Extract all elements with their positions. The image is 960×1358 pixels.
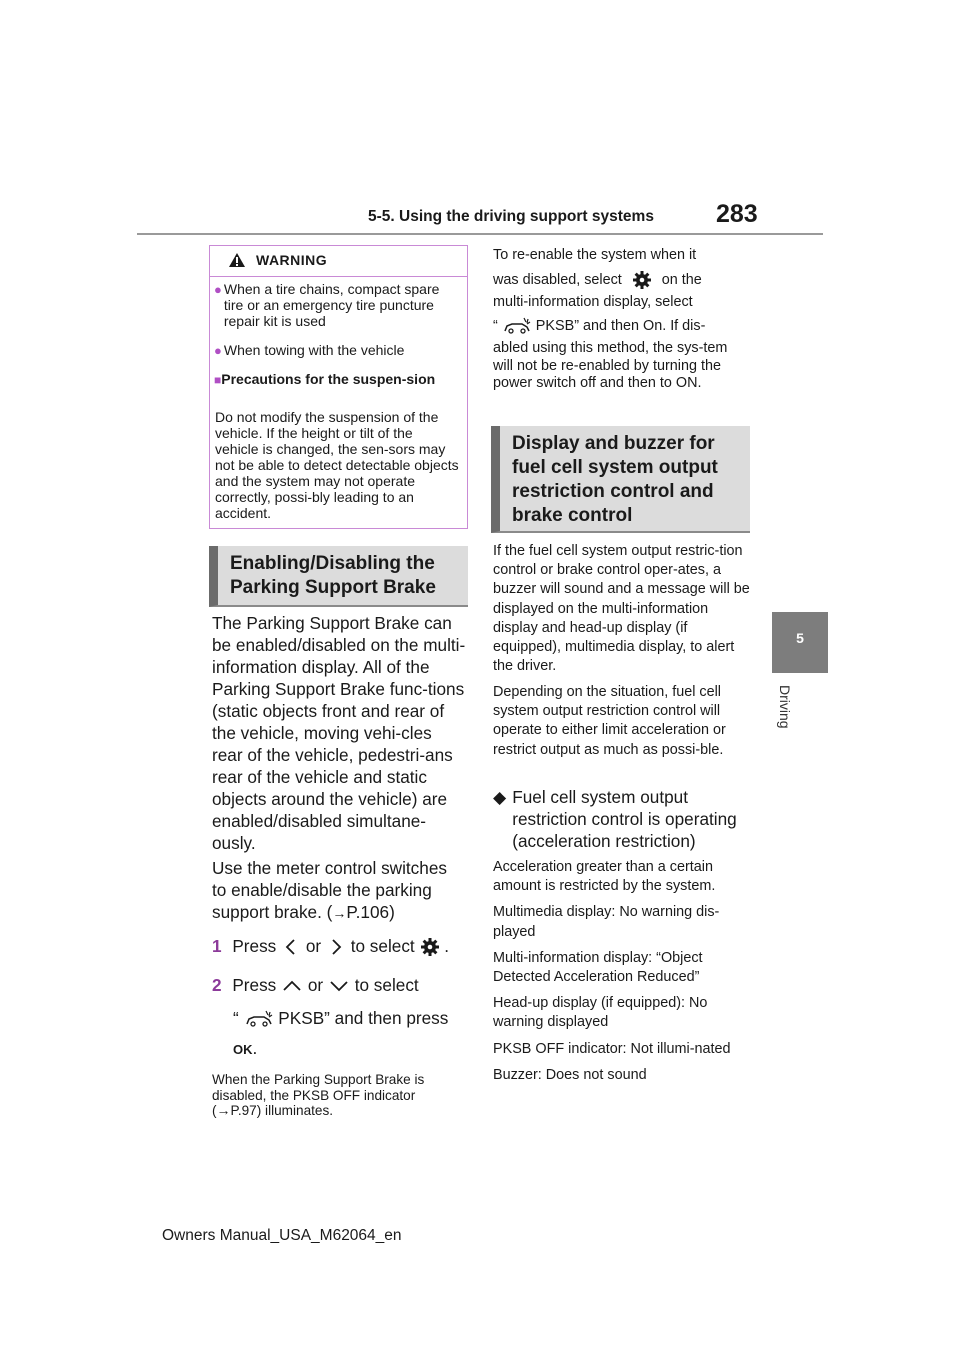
section-heading-parking-support-brake: Enabling/Disabling the Parking Support Brake bbox=[209, 546, 468, 607]
detail-line: Buzzer: Does not sound bbox=[493, 1066, 647, 1083]
chevron-up-icon bbox=[281, 978, 303, 994]
detail-line: Multimedia display: No warning dis-played bbox=[493, 904, 720, 940]
bullet-icon: ● bbox=[214, 282, 222, 297]
arrow-right-icon: → bbox=[216, 1102, 231, 1118]
warning-title: WARNING bbox=[256, 252, 328, 268]
sub-heading-acceleration-restriction: ◆ Fuel cell system output restriction control is operating (acceleration restriction) bbox=[493, 787, 737, 851]
arrow-right-icon: → bbox=[332, 905, 347, 921]
restriction-details bbox=[493, 858, 751, 1085]
reenable-paragraph: abled using this method, the sys-tem will not be re-enabled by turning the power switch off and then to ON. bbox=[493, 340, 728, 391]
ok-button-icon: OK. bbox=[233, 1038, 258, 1058]
warning-header bbox=[210, 246, 467, 277]
detail-line: PKSB OFF indicator: Not illumi-nated bbox=[493, 1040, 731, 1057]
reenable-line-4: “ PKSB” and then On. If dis- bbox=[493, 316, 705, 336]
chevron-down-icon bbox=[328, 978, 350, 994]
reenable-line-3: multi-information display, select bbox=[493, 294, 693, 310]
gear-icon bbox=[632, 270, 652, 290]
pksb-off-note: When the Parking Support Brake is disabled, the PKSB OFF indicator (→P.97) illuminates. bbox=[212, 1072, 425, 1118]
step-2-cont: “ PKSB” and then press bbox=[233, 1008, 449, 1028]
square-bullet-icon: ■ bbox=[214, 373, 222, 387]
warning-item: ● When a tire chains, compact spare tire or an emergency tire puncture repair kit is used bbox=[214, 281, 440, 329]
intro-paragraph: The Parking Support Brake can be enabled/disabled on the multi-information display. All of the Parking Support Brake func-tions (static objects front and rear of the vehicle, moving vehi-cles rear of the vehicle, pedestri-ans rear of the vehicle and static objects around the vehicle) are enabled/disabled simultane-ously. bbox=[212, 613, 466, 853]
meter-switch-paragraph: Use the meter control switches to enable/disable the parking support brake. (→P.106) bbox=[212, 858, 447, 922]
warning-paragraph: Do not modify the suspension of the vehicle. If the height or tilt of the vehicle is changed, the sen-sors may not be able to detect detectable objects and the system may not operate correctly, possi-bly leading to an accident. bbox=[215, 409, 459, 521]
pksb-car-icon bbox=[244, 1009, 274, 1029]
header-rule bbox=[137, 233, 823, 235]
warning-subheading: ■Precautions for the suspen-sion bbox=[214, 371, 436, 387]
step-2: 2 Press or to select bbox=[212, 975, 419, 995]
detail-line: Acceleration greater than a certain amount is restricted by the system. bbox=[493, 859, 716, 895]
detail-line: Multi-information display: “Object Detected Acceleration Reduced” bbox=[493, 949, 703, 986]
pksb-car-icon bbox=[502, 316, 532, 336]
detail-line: Head-up display (if equipped): No warning displayed bbox=[493, 995, 708, 1031]
chevron-right-icon bbox=[326, 938, 346, 956]
bullet-icon: ● bbox=[214, 343, 222, 358]
restriction-paragraph: Depending on the situation, fuel cell system output restriction control will operate to either limit acceleration or restrict output as much as possi-ble. bbox=[493, 684, 726, 758]
gear-icon bbox=[420, 937, 440, 957]
display-buzzer-paragraph: If the fuel cell system output restric-tion control or brake control oper-ates, a buzzer will sound and a message will be displayed on the multi-information display and head-up display (if equipped), multimedia display, to alert the driver. bbox=[493, 543, 750, 675]
step-1: 1 Press or to select . bbox=[212, 936, 450, 956]
reenable-line-1: To re-enable the system when it bbox=[493, 247, 697, 263]
section-heading-display-buzzer: Display and buzzer for fuel cell system output restriction control and brake control bbox=[491, 426, 750, 533]
reenable-line-2: was disabled, select on the bbox=[493, 270, 702, 290]
diamond-bullet-icon: ◆ bbox=[493, 787, 507, 807]
warning-item: ● When towing with the vehicle bbox=[214, 342, 405, 358]
chevron-left-icon bbox=[281, 938, 301, 956]
page-number: 283 bbox=[716, 200, 758, 228]
section-title: 5-5. Using the driving support systems bbox=[368, 208, 654, 225]
footer: Owners Manual_USA_M62064_en bbox=[162, 1227, 402, 1244]
chapter-label: Driving bbox=[777, 685, 793, 729]
chapter-number: 5 bbox=[796, 630, 804, 646]
warning-triangle-icon bbox=[228, 252, 246, 268]
